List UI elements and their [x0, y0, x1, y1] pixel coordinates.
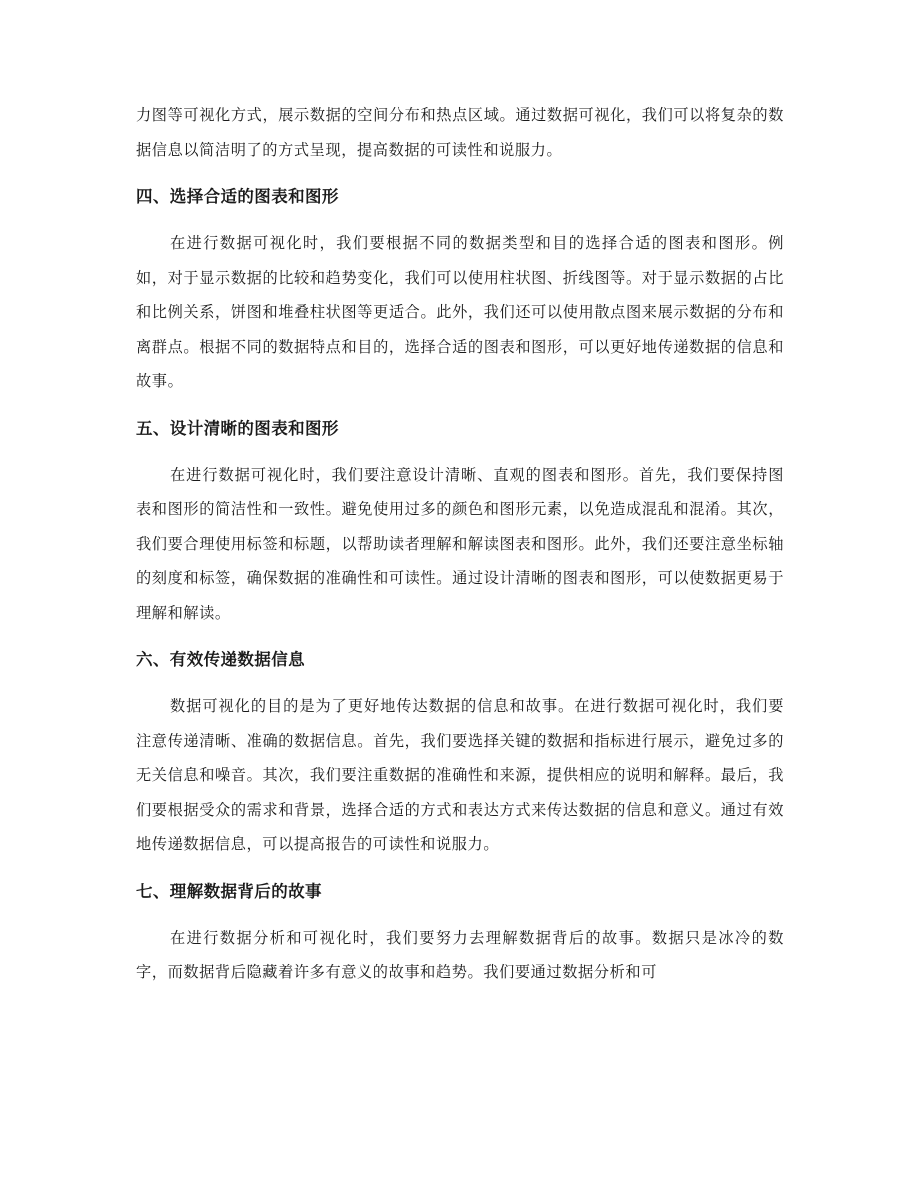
section-body-5: 在进行数据可视化时，我们要注意设计清晰、直观的图表和图形。首先，我们要保持图表和图形的简洁性和一致性。避免使用过多的颜色和图形元素，以免造成混乱和混淆。其次，我们要合理使用标签和标题，以帮助读者理解和解读图表和图形。此外，我们还要注意坐标轴的刻度和标签，确保数据的准确性和可读性。通过设计清晰的图表和图形，可以使数据更易于理解和解读。: [136, 465, 784, 622]
section-body-4: 在进行数据可视化时，我们要根据不同的数据类型和目的选择合适的图表和图形。例如，对于显示数据的比较和趋势变化，我们可以使用柱状图、折线图等。对于显示数据的占比和比例关系，饼图和堆叠柱状图等更适合。此外，我们还可以使用散点图来展示数据的分布和离群点。根据不同的数据特点和目的，选择合适的图表和图形，可以更好地传递数据的信息和故事。: [136, 234, 784, 390]
section-body-7: 在进行数据分析和可视化时，我们要努力去理解数据背后的故事。数据只是冰冷的数字，而数据背后隐藏着许多有意义的故事和趋势。我们要通过数据分析和可: [136, 928, 784, 981]
section-heading-4: 四、选择合适的图表和图形: [136, 187, 339, 206]
section-heading-7: 七、理解数据背后的故事: [136, 881, 322, 901]
section-body-6: 数据可视化的目的是为了更好地传达数据的信息和故事。在进行数据可视化时，我们要注意传递清晰、准确的数据信息。首先，我们要选择关键的数据和指标进行展示，避免过多的无关信息和噪音。其次，我们要注重数据的准确性和来源，提供相应的说明和解释。最后，我们要根据受众的需求和背景，选择合适的方式和表达方式来传达数据的信息和意义。通过有效地传递数据信息，可以提高报告的可读性和说服力。: [136, 697, 784, 853]
section-heading-5: 五、设计清晰的图表和图形: [136, 418, 339, 438]
intro-paragraph: 力图等可视化方式，展示数据的空间分布和热点区域。通过数据可视化，我们可以将复杂的数据信息以简洁明了的方式呈现，提高数据的可读性和说服力。: [136, 106, 784, 159]
document-page: [136, 98, 784, 990]
section-heading-6: 六、有效传递数据信息: [136, 650, 305, 669]
